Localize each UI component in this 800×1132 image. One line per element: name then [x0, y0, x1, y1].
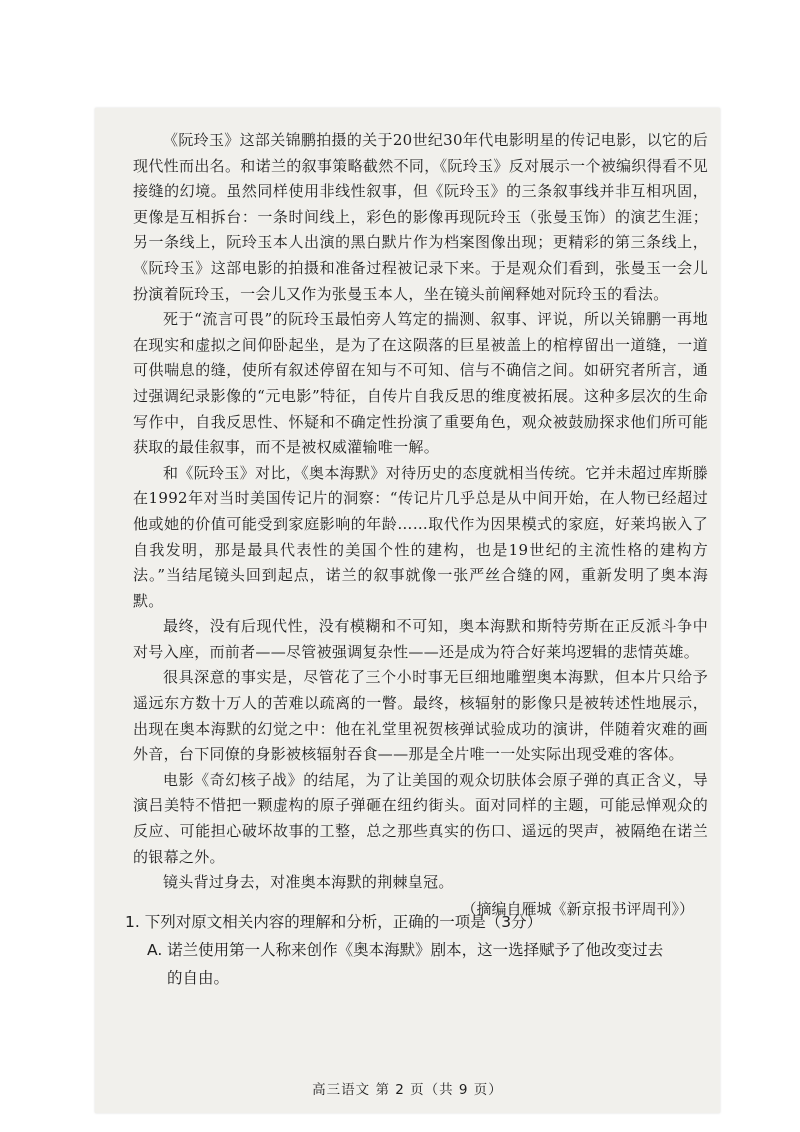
- question-1: [125, 908, 705, 992]
- article-paragraph-5: 很具深意的事实是，尽管花了三个小时事无巨细地雕塑奥本海默，但本片只给予遥远东方数十万人的苦难以疏离的一瞥。最终，核辐射的影像只是被转述性地展示，出现在奥本海默的幻觉之中：他在礼堂里祝贺核弹试验成功的演讲，伴随着灾难的画外音，台下同僚的身影被核辐射吞食——那是全片唯一一处实际出现受难的客体。: [133, 668, 708, 764]
- article-paragraph-7: 镜头背过身去，对准奥本海默的荆棘皇冠。: [163, 873, 454, 892]
- article-paragraph-2: 死于“流言可畏”的阮玲玉最怕旁人笃定的揣测、叙事、评说，所以关锦鹏一再地在现实和虚拟之间仰卧起坐，是为了在这陨落的巨星被盖上的棺椁留出一道缝，一道可供喘息的缝，使所有叙述停留在知与不可知、信与不确信之间。如研究者所言，通过强调纪录影像的“元电影”特征，自传片自我反思的维度被拓展。这种多层次的生命写作中，自我反思性、怀疑和不确定性扮演了重要角色，观众被鼓励探求他们所可能获取的最佳叙事，而不是被权威灌输唯一解。: [133, 310, 708, 457]
- article-paragraph-4: 最终，没有后现代性，没有模糊和不可知，奥本海默和斯特劳斯在正反派斗争中对号入座，而前者——尽管被强调复杂性——还是成为符合好莱坞逻辑的悲情英雄。: [133, 617, 708, 661]
- article-body: [133, 128, 708, 922]
- exam-page: [95, 108, 720, 1113]
- option-a-line-1: A. 诺兰使用第一人称来创作《奥本海默》剧本，这一选择赋予了他改变过去: [147, 941, 664, 959]
- page-footer: 高三语文 第 2 页（共 9 页）: [312, 1082, 503, 1098]
- article-paragraph-1: 《阮玲玉》这部关锦鹏拍摄的关于20世纪30年代电影明星的传记电影，以它的后现代性而出名。和诺兰的叙事策略截然不同，《阮玲玉》反对展示一个被编织得看不见接缝的幻境。虽然同样使用非线性叙事，但《阮玲玉》的三条叙事线并非互相巩固，更像是互相拆台：一条时间线上，彩色的影像再现阮玲玉（张曼玉饰）的演艺生涯；另一条线上，阮玲玉本人出演的黑白默片作为档案图像出现；更精彩的第三条线上，《阮玲玉》这部电影的拍摄和准备过程被记录下来。于是观众们看到，张曼玉一会儿扮演着阮玲玉，一会儿又作为张曼玉本人，坐在镜头前阐释她对阮玲玉的看法。: [133, 131, 708, 303]
- article-paragraph-6: 电影《奇幻核子战》的结尾，为了让美国的观众切肤体会原子弹的真正含义，导演吕美特不惜把一颗虚构的原子弹砸在纽约街头。面对同样的主题，可能忌惮观众的反应、可能担心破坏故事的工整，总之那些真实的伤口、遥远的哭声，被隔绝在诺兰的银幕之外。: [133, 770, 708, 866]
- question-stem: 1. 下列对原文相关内容的理解和分析，正确的一项是（3分）: [125, 913, 543, 931]
- option-a-line-2: 的自由。: [167, 969, 230, 987]
- article-paragraph-3: 和《阮玲玉》对比，《奥本海默》对待历史的态度就相当传统。它并未超过库斯滕在1992年对当时美国传记片的洞察：“传记片几乎总是从中间开始，在人物已经超过他或她的价值可能受到家庭影响的年龄……取代作为因果模式的家庭，好莱坞嵌入了自我发明，那是最具代表性的美国个性的建构，也是19世纪的主流性格的建构方法。”当结尾镜头回到起点，诺兰的叙事就像一张严丝合缝的网，重新发明了奥本海默。: [133, 463, 708, 610]
- option-a: [147, 936, 705, 992]
- article-source: （摘编自雁城《新京报书评周刊》）: [461, 899, 694, 918]
